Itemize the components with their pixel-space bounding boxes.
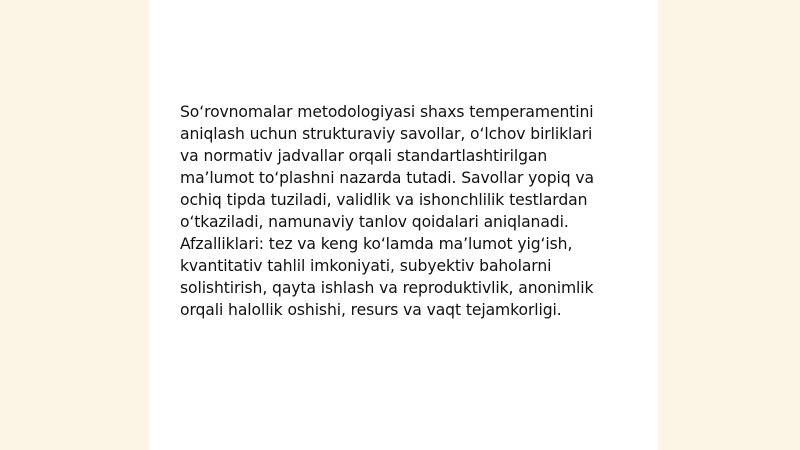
body-paragraph: So‘rovnomalar metodologiyasi shaxs temperamentini aniqlash uchun strukturaviy savollar, o‘lchov birliklari va normativ jadvallar orqali standartlashtirilgan ma’lumot to‘plashni nazarda tutadi. Savollar yopiq va ochiq tipda tuziladi, validlik va ishonchlilik testlardan o‘tkaziladi, namunaviy tanlov qoidalari aniqlanadi. Afzalliklari: tez va keng ko‘lamda ma’lumot yig‘ish, kvantitativ tahlil imkoniyati, subyektiv baholarni solishtirish, qayta ishlash va reproduktivlik, anonimlik orqali halollik oshishi, resurs va vaqt tejamkorligi. (180, 103, 594, 319)
document-page (149, 0, 658, 450)
